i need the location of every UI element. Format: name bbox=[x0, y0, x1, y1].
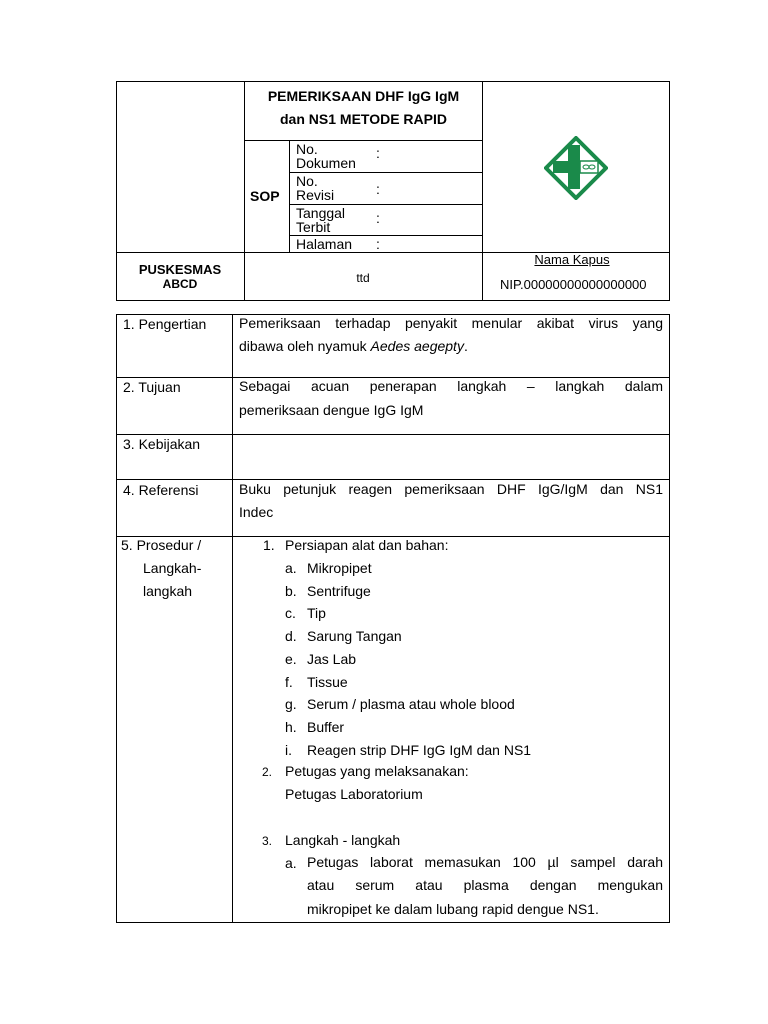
pengertian-line2-suffix: . bbox=[463, 338, 468, 354]
equipment-item-letter: f. bbox=[285, 674, 293, 690]
section-label-kebijakan: 3. Kebijakan bbox=[123, 436, 201, 452]
referensi-line1: Buku petunjuk reagen pemeriksaan DHF IgG/IgM dan NS1 bbox=[239, 481, 663, 497]
field-no-dokumen-colon: : bbox=[376, 145, 380, 161]
field-tanggal-terbit-label2: Terbit bbox=[296, 219, 331, 235]
field-no-revisi-label2: Revisi bbox=[296, 187, 335, 203]
field-halaman-label: Halaman bbox=[296, 236, 353, 252]
puskesmas-logo bbox=[544, 136, 608, 200]
step3-item-a-line2: atau serum atau plasma dengan mengukan bbox=[307, 877, 663, 893]
step2-detail: Petugas Laboratorium bbox=[285, 786, 423, 802]
equipment-item: Jas Lab bbox=[307, 651, 357, 667]
document-title-line1: PEMERIKSAAN DHF IgG IgM bbox=[267, 88, 460, 104]
equipment-item: Sarung Tangan bbox=[307, 628, 402, 644]
step1-title: Persiapan alat dan bahan: bbox=[285, 537, 449, 553]
section-label-referensi: 4. Referensi bbox=[123, 482, 199, 498]
section-label-prosedur-line3: langkah bbox=[143, 583, 193, 599]
referensi-line2: Indec bbox=[239, 504, 274, 520]
equipment-item: Tissue bbox=[307, 674, 348, 690]
pengertian-line2 bbox=[239, 338, 468, 354]
equipment-item-letter: b. bbox=[285, 583, 297, 599]
equipment-item: Buffer bbox=[307, 719, 345, 735]
equipment-item-letter: a. bbox=[285, 560, 297, 576]
equipment-item-letter: i. bbox=[285, 742, 292, 758]
step2-number: 2. bbox=[262, 765, 273, 779]
equipment-item-letter: d. bbox=[285, 628, 297, 644]
step1-number: 1. bbox=[263, 537, 275, 553]
org-name-line1: PUSKESMAS bbox=[138, 262, 222, 277]
step3-item-a-letter: a. bbox=[285, 855, 297, 871]
head-nip: NIP.00000000000000000 bbox=[500, 277, 647, 292]
signature-text: ttd bbox=[356, 271, 370, 285]
equipment-item: Reagen strip DHF IgG IgM dan NS1 bbox=[307, 742, 532, 758]
field-no-revisi-colon: : bbox=[376, 181, 380, 197]
tujuan-line2: pemeriksaan dengue IgG IgM bbox=[239, 402, 424, 418]
equipment-item: Sentrifuge bbox=[307, 583, 371, 599]
step2-title: Petugas yang melaksanakan: bbox=[285, 763, 469, 779]
equipment-item: Mikropipet bbox=[307, 560, 372, 576]
step3-number: 3. bbox=[262, 834, 273, 848]
field-halaman-colon: : bbox=[376, 236, 380, 252]
equipment-item-letter: e. bbox=[285, 651, 297, 667]
tujuan-line1: Sebagai acuan penerapan langkah – langkah dalam bbox=[239, 378, 663, 394]
field-no-dokumen-label1: No. bbox=[296, 141, 318, 157]
step3-item-a-line1: Petugas laborat memasukan 100 µl sampel darah bbox=[307, 854, 663, 870]
equipment-item: Serum / plasma atau whole blood bbox=[307, 696, 515, 712]
equipment-item-letter: h. bbox=[285, 719, 297, 735]
section-label-pengertian: 1. Pengertian bbox=[123, 316, 207, 332]
field-tanggal-terbit-label1: Tanggal bbox=[296, 205, 346, 221]
field-tanggal-terbit-colon: : bbox=[376, 210, 380, 226]
head-name: Nama Kapus bbox=[534, 252, 610, 267]
equipment-item-letter: c. bbox=[285, 605, 296, 621]
sop-label: SOP bbox=[250, 188, 280, 204]
field-no-dokumen-label2: Dokumen bbox=[296, 155, 356, 171]
step3-item-a-line3: mikropipet ke dalam lubang rapid dengue NS1. bbox=[307, 901, 599, 917]
section-label-prosedur-line2: Langkah- bbox=[143, 560, 202, 576]
equipment-item: Tip bbox=[307, 605, 326, 621]
step3-title: Langkah - langkah bbox=[285, 832, 401, 848]
org-name-line2: ABCD bbox=[162, 277, 198, 291]
pengertian-line1: Pemeriksaan terhadap penyakit menular akibat virus yang bbox=[239, 315, 663, 331]
field-no-revisi-label1: No. bbox=[296, 173, 318, 189]
species-name: Aedes aegepty bbox=[370, 338, 464, 354]
document-title-line2: dan NS1 METODE RAPID bbox=[280, 111, 447, 127]
pengertian-line2-prefix: dibawa oleh nyamuk bbox=[239, 338, 371, 354]
equipment-item-letter: g. bbox=[285, 696, 297, 712]
section-label-prosedur-line1: 5. Prosedur / bbox=[121, 537, 202, 553]
section-label-tujuan: 2. Tujuan bbox=[123, 379, 181, 395]
